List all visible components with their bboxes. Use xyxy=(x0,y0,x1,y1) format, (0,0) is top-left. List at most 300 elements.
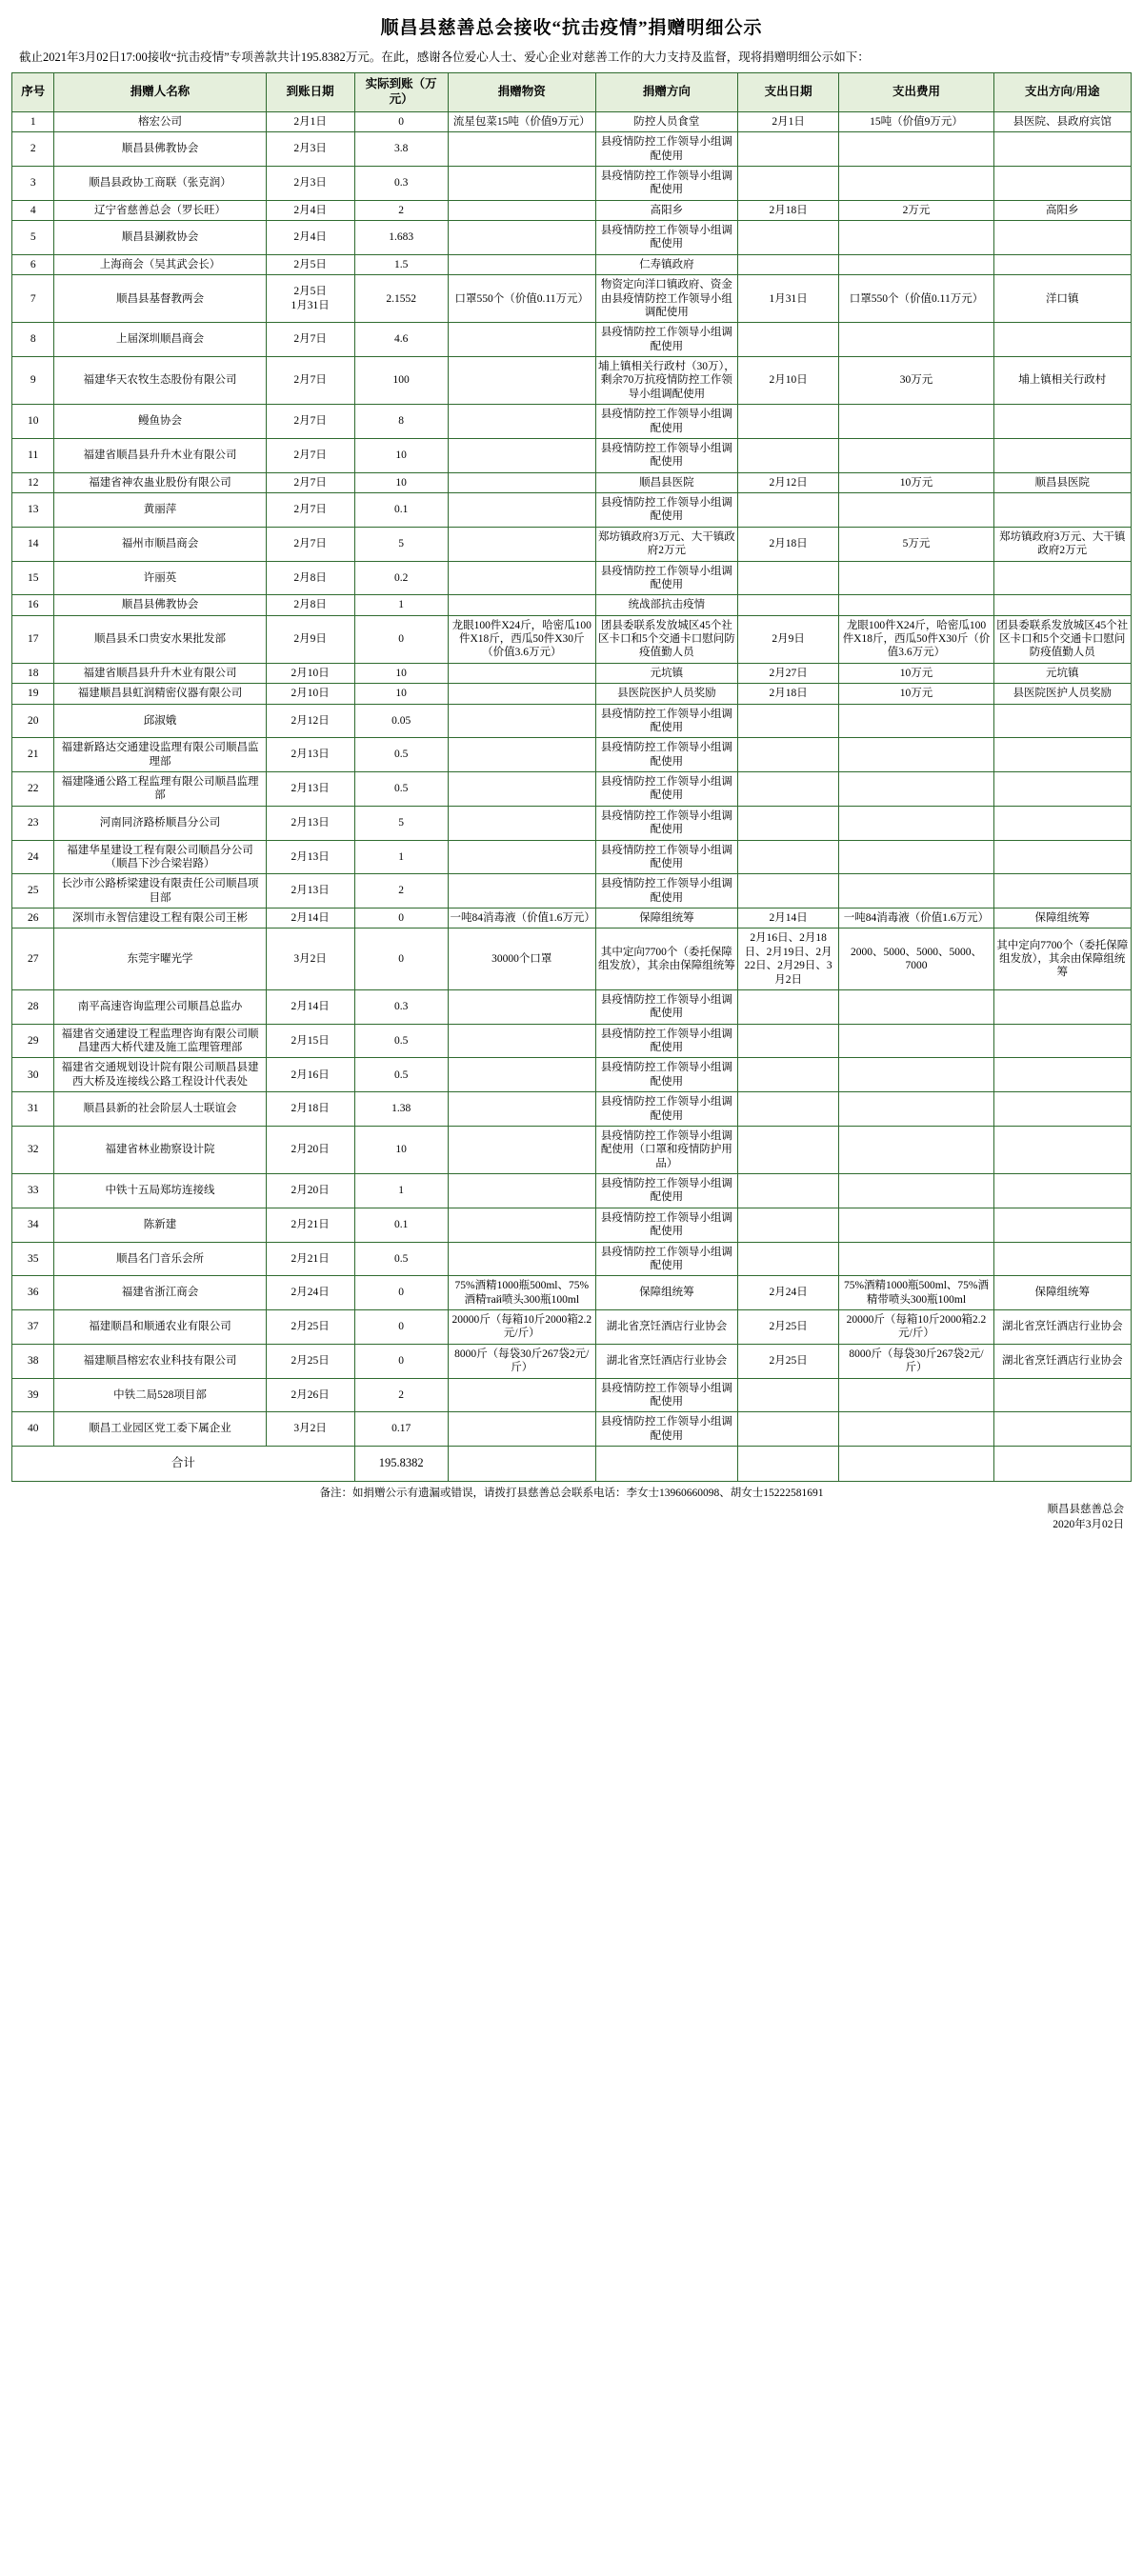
table-row xyxy=(12,200,1132,220)
cell-pay-direction: 保障组统筹 xyxy=(993,909,1131,929)
cell-pay-date: 2月9日 xyxy=(737,615,839,663)
cell-direction: 县疫情防控工作领导小组调配使用 xyxy=(596,1208,738,1242)
cell-index: 9 xyxy=(12,357,54,405)
cell-index: 22 xyxy=(12,772,54,807)
cell-index: 17 xyxy=(12,615,54,663)
cell-direction: 防控人员食堂 xyxy=(596,111,738,131)
cell-date: 3月2日 xyxy=(266,929,354,990)
cell-pay-direction xyxy=(993,1174,1131,1208)
table-row xyxy=(12,1412,1132,1447)
cell-direction: 仁寿镇政府 xyxy=(596,254,738,274)
cell-goods: 75%酒精1000瓶500ml、75%酒精тай喷头300瓶100ml xyxy=(448,1276,595,1310)
cell-date: 2月14日 xyxy=(266,989,354,1024)
cell-donor: 东莞宇曜光学 xyxy=(54,929,266,990)
cell-amount: 0 xyxy=(354,1344,448,1378)
cell-pay-date xyxy=(737,989,839,1024)
cell-amount: 10 xyxy=(354,663,448,683)
cell-pay-direction xyxy=(993,254,1131,274)
cell-pay-amount: 30万元 xyxy=(839,357,993,405)
cell-amount: 0.5 xyxy=(354,772,448,807)
table-row xyxy=(12,221,1132,255)
table-row xyxy=(12,1276,1132,1310)
cell-index: 30 xyxy=(12,1058,54,1092)
cell-index: 40 xyxy=(12,1412,54,1447)
cell-direction: 县疫情防控工作领导小组调配使用 xyxy=(596,221,738,255)
cell-date: 2月10日 xyxy=(266,663,354,683)
table-row xyxy=(12,1378,1132,1412)
footer-org: 顺昌县慈善总会 xyxy=(1047,1503,1124,1515)
cell-pay-date xyxy=(737,254,839,274)
cell-pay-amount xyxy=(839,323,993,357)
cell-donor: 辽宁省慈善总会（罗长旺） xyxy=(54,200,266,220)
cell-amount: 1.38 xyxy=(354,1092,448,1127)
cell-date: 2月1日 xyxy=(266,111,354,131)
cell-donor: 长沙市公路桥梁建设有限责任公司顺昌项目部 xyxy=(54,874,266,909)
cell-amount: 0.3 xyxy=(354,989,448,1024)
cell-pay-date: 1月31日 xyxy=(737,275,839,323)
cell-goods: 8000斤（每袋30斤267袋2元/斤） xyxy=(448,1344,595,1378)
cell-pay-direction: 团县委联系发放城区45个社区卡口和5个交通卡口慰问防疫值勤人员 xyxy=(993,615,1131,663)
cell-donor: 福建省浙江商会 xyxy=(54,1276,266,1310)
table-row xyxy=(12,909,1132,929)
cell-index: 7 xyxy=(12,275,54,323)
column-header-index: 序号 xyxy=(12,72,54,111)
cell-index: 2 xyxy=(12,132,54,167)
table-row xyxy=(12,472,1132,492)
cell-pay-direction: 县医院、县政府宾馆 xyxy=(993,111,1131,131)
cell-pay-direction: 高阳乡 xyxy=(993,200,1131,220)
cell-amount: 1.683 xyxy=(354,221,448,255)
table-row xyxy=(12,357,1132,405)
cell-direction: 保障组统筹 xyxy=(596,1276,738,1310)
cell-index: 33 xyxy=(12,1174,54,1208)
cell-pay-amount xyxy=(839,1242,993,1276)
cell-donor: 福建省顺昌县升升木业有限公司 xyxy=(54,438,266,472)
table-row xyxy=(12,595,1132,615)
cell-date: 2月21日 xyxy=(266,1242,354,1276)
cell-pay-date: 2月18日 xyxy=(737,200,839,220)
cell-pay-direction xyxy=(993,1378,1131,1412)
cell-donor: 福建顺昌县虹润精密仪器有限公司 xyxy=(54,684,266,704)
cell-donor: 黄丽萍 xyxy=(54,493,266,528)
cell-goods xyxy=(448,1174,595,1208)
cell-pay-date xyxy=(737,166,839,200)
cell-index: 35 xyxy=(12,1242,54,1276)
cell-amount: 1 xyxy=(354,595,448,615)
cell-direction: 高阳乡 xyxy=(596,200,738,220)
cell-direction: 湖北省烹饪酒店行业协会 xyxy=(596,1310,738,1345)
cell-pay-date xyxy=(737,132,839,167)
cell-date: 2月7日 xyxy=(266,527,354,561)
cell-donor: 顺昌县基督教两会 xyxy=(54,275,266,323)
cell-pay-amount xyxy=(839,1378,993,1412)
cell-donor: 福建顺昌和顺通农业有限公司 xyxy=(54,1310,266,1345)
cell-pay-date xyxy=(737,1208,839,1242)
cell-pay-date xyxy=(737,1378,839,1412)
cell-donor: 顺昌名门音乐会所 xyxy=(54,1242,266,1276)
cell-direction: 县疫情防控工作领导小组调配使用 xyxy=(596,806,738,840)
cell-pay-amount xyxy=(839,704,993,738)
cell-index: 13 xyxy=(12,493,54,528)
intro-paragraph: 截止2021年3月02日17:00接收“抗击疫情”专项善款共计195.8382万元。在此，感谢各位爱心人士、爱心企业对慈善工作的大力支持及监督，现将捐赠明细公示如下： xyxy=(19,50,870,64)
cell-amount: 0.5 xyxy=(354,1242,448,1276)
cell-donor: 福建新路达交通建设监理有限公司顺昌监理部 xyxy=(54,738,266,772)
total-empty-cell xyxy=(596,1447,738,1482)
cell-date: 2月13日 xyxy=(266,840,354,874)
cell-index: 28 xyxy=(12,989,54,1024)
cell-goods xyxy=(448,472,595,492)
cell-goods xyxy=(448,1208,595,1242)
cell-amount: 0.05 xyxy=(354,704,448,738)
cell-pay-amount xyxy=(839,1174,993,1208)
cell-direction: 县疫情防控工作领导小组调配使用（口罩和疫情防护用品） xyxy=(596,1126,738,1173)
cell-goods xyxy=(448,200,595,220)
column-header-donor: 捐赠人名称 xyxy=(54,72,266,111)
cell-pay-direction xyxy=(993,1412,1131,1447)
cell-pay-direction xyxy=(993,132,1131,167)
cell-goods xyxy=(448,738,595,772)
cell-index: 16 xyxy=(12,595,54,615)
cell-direction: 物资定向洋口镇政府、资金由县疫情防控工作领导小组调配使用 xyxy=(596,275,738,323)
table-row xyxy=(12,874,1132,909)
cell-donor: 榕宏公司 xyxy=(54,111,266,131)
cell-date: 2月8日 xyxy=(266,561,354,595)
cell-goods: 口罩550个（价值0.11万元） xyxy=(448,275,595,323)
cell-donor: 顺昌县禾口贵安水果批发部 xyxy=(54,615,266,663)
table-row xyxy=(12,684,1132,704)
cell-date: 2月12日 xyxy=(266,704,354,738)
cell-date: 2月25日 xyxy=(266,1344,354,1378)
cell-direction: 县疫情防控工作领导小组调配使用 xyxy=(596,1412,738,1447)
cell-pay-date: 2月24日 xyxy=(737,1276,839,1310)
cell-donor: 福建顺昌榕宏农业科技有限公司 xyxy=(54,1344,266,1378)
cell-date: 2月10日 xyxy=(266,684,354,704)
cell-date: 3月2日 xyxy=(266,1412,354,1447)
cell-pay-date xyxy=(737,405,839,439)
cell-pay-direction: 顺昌县医院 xyxy=(993,472,1131,492)
table-row xyxy=(12,1208,1132,1242)
cell-amount: 0.5 xyxy=(354,1058,448,1092)
cell-pay-amount xyxy=(839,1092,993,1127)
cell-index: 15 xyxy=(12,561,54,595)
cell-direction: 县疫情防控工作领导小组调配使用 xyxy=(596,166,738,200)
cell-pay-direction: 郑坊镇政府3万元、大干镇政府2万元 xyxy=(993,527,1131,561)
cell-pay-amount xyxy=(839,738,993,772)
cell-pay-date xyxy=(737,1058,839,1092)
cell-index: 3 xyxy=(12,166,54,200)
total-empty-cell xyxy=(448,1447,595,1482)
cell-pay-amount xyxy=(839,772,993,807)
cell-pay-direction xyxy=(993,221,1131,255)
cell-pay-direction: 埔上镇相关行政村 xyxy=(993,357,1131,405)
cell-direction: 县疫情防控工作领导小组调配使用 xyxy=(596,874,738,909)
cell-pay-direction: 元坑镇 xyxy=(993,663,1131,683)
cell-pay-direction xyxy=(993,840,1131,874)
table-row xyxy=(12,772,1132,807)
cell-index: 4 xyxy=(12,200,54,220)
cell-direction: 县疫情防控工作领导小组调配使用 xyxy=(596,493,738,528)
cell-goods xyxy=(448,772,595,807)
cell-pay-amount: 15吨（价值9万元） xyxy=(839,111,993,131)
cell-direction: 县疫情防控工作领导小组调配使用 xyxy=(596,561,738,595)
cell-pay-amount xyxy=(839,405,993,439)
cell-direction: 县疫情防控工作领导小组调配使用 xyxy=(596,132,738,167)
cell-pay-direction xyxy=(993,772,1131,807)
cell-date: 2月8日 xyxy=(266,595,354,615)
cell-direction: 埔上镇相关行政村（30万），剩余70万抗疫情防控工作领导小组调配使用 xyxy=(596,357,738,405)
cell-date: 2月7日 xyxy=(266,493,354,528)
cell-date: 2月13日 xyxy=(266,874,354,909)
cell-donor: 福建省神农蛊业股份有限公司 xyxy=(54,472,266,492)
cell-goods xyxy=(448,684,595,704)
cell-amount: 2 xyxy=(354,200,448,220)
cell-pay-date: 2月27日 xyxy=(737,663,839,683)
cell-pay-direction: 其中定向7700个（委托保障组发放），其余由保障组统筹 xyxy=(993,929,1131,990)
cell-goods: 30000个口罩 xyxy=(448,929,595,990)
cell-pay-amount: 10万元 xyxy=(839,663,993,683)
cell-amount: 5 xyxy=(354,527,448,561)
cell-pay-amount: 龙眼100件X24斤，哈密瓜100件X18斤，西瓜50件X30斤（价值3.6万元） xyxy=(839,615,993,663)
cell-goods xyxy=(448,1126,595,1173)
cell-direction: 县疫情防控工作领导小组调配使用 xyxy=(596,323,738,357)
cell-pay-amount: 2万元 xyxy=(839,200,993,220)
cell-goods xyxy=(448,323,595,357)
cell-amount: 4.6 xyxy=(354,323,448,357)
cell-pay-date xyxy=(737,438,839,472)
cell-pay-date: 2月1日 xyxy=(737,111,839,131)
table-row xyxy=(12,806,1132,840)
cell-direction: 元坑镇 xyxy=(596,663,738,683)
cell-direction: 县疫情防控工作领导小组调配使用 xyxy=(596,704,738,738)
table-body xyxy=(12,111,1132,1481)
cell-goods xyxy=(448,405,595,439)
cell-date: 2月15日 xyxy=(266,1024,354,1058)
cell-goods xyxy=(448,561,595,595)
footer xyxy=(19,1486,1124,1533)
cell-amount: 0.1 xyxy=(354,493,448,528)
table-header-row xyxy=(12,72,1132,111)
cell-index: 29 xyxy=(12,1024,54,1058)
cell-donor: 顺昌县佛教协会 xyxy=(54,132,266,167)
cell-goods xyxy=(448,840,595,874)
table-row xyxy=(12,1242,1132,1276)
cell-index: 31 xyxy=(12,1092,54,1127)
table-row xyxy=(12,615,1132,663)
cell-pay-date xyxy=(737,221,839,255)
cell-pay-direction xyxy=(993,438,1131,472)
cell-pay-amount xyxy=(839,595,993,615)
cell-date: 2月13日 xyxy=(266,738,354,772)
cell-amount: 10 xyxy=(354,472,448,492)
cell-pay-direction: 湖北省烹饪酒店行业协会 xyxy=(993,1310,1131,1345)
cell-date: 2月7日 xyxy=(266,323,354,357)
cell-index: 8 xyxy=(12,323,54,357)
cell-amount: 0.5 xyxy=(354,1024,448,1058)
cell-direction: 顺昌县医院 xyxy=(596,472,738,492)
cell-pay-amount: 10万元 xyxy=(839,684,993,704)
cell-goods xyxy=(448,1412,595,1447)
cell-index: 27 xyxy=(12,929,54,990)
cell-index: 12 xyxy=(12,472,54,492)
cell-pay-date xyxy=(737,323,839,357)
cell-pay-direction xyxy=(993,1126,1131,1173)
cell-direction: 团县委联系发放城区45个社区卡口和5个交通卡口慰问防疫值勤人员 xyxy=(596,615,738,663)
total-label: 合计 xyxy=(12,1447,355,1482)
total-empty-cell xyxy=(839,1447,993,1482)
cell-pay-amount xyxy=(839,840,993,874)
cell-goods xyxy=(448,438,595,472)
table-row xyxy=(12,663,1132,683)
cell-pay-direction xyxy=(993,493,1131,528)
cell-pay-date xyxy=(737,493,839,528)
cell-index: 1 xyxy=(12,111,54,131)
table-row xyxy=(12,840,1132,874)
cell-goods xyxy=(448,527,595,561)
cell-pay-amount xyxy=(839,806,993,840)
cell-pay-direction xyxy=(993,166,1131,200)
footer-date: 2020年3月02日 xyxy=(1053,1519,1124,1531)
total-empty-cell xyxy=(737,1447,839,1482)
cell-index: 24 xyxy=(12,840,54,874)
cell-index: 20 xyxy=(12,704,54,738)
cell-amount: 0 xyxy=(354,1310,448,1345)
cell-pay-direction xyxy=(993,704,1131,738)
cell-index: 19 xyxy=(12,684,54,704)
cell-index: 38 xyxy=(12,1344,54,1378)
cell-index: 37 xyxy=(12,1310,54,1345)
cell-amount: 0.17 xyxy=(354,1412,448,1447)
cell-pay-amount xyxy=(839,1126,993,1173)
cell-goods: 一吨84消毒液（价值1.6万元） xyxy=(448,909,595,929)
cell-pay-direction: 保障组统筹 xyxy=(993,1276,1131,1310)
table-row xyxy=(12,1058,1132,1092)
cell-index: 36 xyxy=(12,1276,54,1310)
cell-index: 14 xyxy=(12,527,54,561)
cell-date: 2月13日 xyxy=(266,772,354,807)
cell-donor: 福建隆通公路工程监理有限公司顺昌监理部 xyxy=(54,772,266,807)
cell-date: 2月5日 xyxy=(266,254,354,274)
cell-donor: 鳗鱼协会 xyxy=(54,405,266,439)
cell-date: 2月7日 xyxy=(266,357,354,405)
cell-donor: 许丽英 xyxy=(54,561,266,595)
cell-index: 26 xyxy=(12,909,54,929)
cell-goods xyxy=(448,806,595,840)
cell-amount: 0 xyxy=(354,929,448,990)
cell-pay-date xyxy=(737,840,839,874)
cell-goods xyxy=(448,1092,595,1127)
cell-date: 2月18日 xyxy=(266,1092,354,1127)
cell-direction: 湖北省烹饪酒店行业协会 xyxy=(596,1344,738,1378)
cell-index: 39 xyxy=(12,1378,54,1412)
cell-pay-date xyxy=(737,1412,839,1447)
table-row xyxy=(12,275,1132,323)
cell-donor: 顺昌县政协工商联（张克润） xyxy=(54,166,266,200)
cell-pay-direction xyxy=(993,561,1131,595)
cell-pay-date xyxy=(737,704,839,738)
cell-goods: 20000斤（每箱10斤2000箱2.2元/斤） xyxy=(448,1310,595,1345)
cell-index: 6 xyxy=(12,254,54,274)
table-row xyxy=(12,738,1132,772)
cell-pay-amount xyxy=(839,1208,993,1242)
cell-amount: 100 xyxy=(354,357,448,405)
cell-donor: 顺昌县涮救协会 xyxy=(54,221,266,255)
cell-pay-date: 2月10日 xyxy=(737,357,839,405)
cell-index: 18 xyxy=(12,663,54,683)
cell-donor: 南平高速咨询监理公司顺昌总监办 xyxy=(54,989,266,1024)
cell-direction: 县疫情防控工作领导小组调配使用 xyxy=(596,438,738,472)
cell-pay-amount xyxy=(839,132,993,167)
cell-date: 2月9日 xyxy=(266,615,354,663)
cell-goods xyxy=(448,254,595,274)
table-row xyxy=(12,929,1132,990)
table-row xyxy=(12,1024,1132,1058)
cell-date: 2月3日 xyxy=(266,132,354,167)
table-row xyxy=(12,166,1132,200)
cell-date: 2月16日 xyxy=(266,1058,354,1092)
cell-direction: 县疫情防控工作领导小组调配使用 xyxy=(596,405,738,439)
cell-date: 2月7日 xyxy=(266,405,354,439)
cell-donor: 福建华星建设工程有限公司顺昌分公司（顺昌下沙合梁岩路） xyxy=(54,840,266,874)
cell-pay-direction xyxy=(993,595,1131,615)
cell-pay-direction xyxy=(993,1092,1131,1127)
cell-donor: 顺昌县佛教协会 xyxy=(54,595,266,615)
table-header xyxy=(12,72,1132,111)
cell-pay-amount: 一吨84消毒液（价值1.6万元） xyxy=(839,909,993,929)
cell-direction: 县疫情防控工作领导小组调配使用 xyxy=(596,738,738,772)
cell-pay-date xyxy=(737,595,839,615)
cell-amount: 0.3 xyxy=(354,166,448,200)
cell-pay-date xyxy=(737,1174,839,1208)
cell-amount: 0.2 xyxy=(354,561,448,595)
cell-pay-amount: 2000、5000、5000、5000、7000 xyxy=(839,929,993,990)
column-header-goods: 捐赠物资 xyxy=(448,72,595,111)
cell-pay-amount: 5万元 xyxy=(839,527,993,561)
cell-goods xyxy=(448,989,595,1024)
cell-index: 23 xyxy=(12,806,54,840)
cell-goods xyxy=(448,493,595,528)
cell-pay-date: 2月18日 xyxy=(737,684,839,704)
cell-pay-direction: 县医院医护人员奖励 xyxy=(993,684,1131,704)
total-empty-cell xyxy=(993,1447,1131,1482)
table-row xyxy=(12,1126,1132,1173)
table-row xyxy=(12,132,1132,167)
cell-direction: 保障组统筹 xyxy=(596,909,738,929)
cell-goods xyxy=(448,1058,595,1092)
cell-date: 2月5日 1月31日 xyxy=(266,275,354,323)
cell-pay-date xyxy=(737,1024,839,1058)
cell-pay-amount xyxy=(839,438,993,472)
cell-date: 2月24日 xyxy=(266,1276,354,1310)
cell-pay-amount: 20000斤（每箱10斤2000箱2.2元/斤） xyxy=(839,1310,993,1345)
cell-pay-amount: 8000斤（每袋30斤267袋2元/斤） xyxy=(839,1344,993,1378)
cell-pay-amount xyxy=(839,989,993,1024)
table-row xyxy=(12,1092,1132,1127)
column-header-amount: 实际到账（万元） xyxy=(354,72,448,111)
cell-pay-date xyxy=(737,874,839,909)
cell-pay-date xyxy=(737,772,839,807)
cell-date: 2月20日 xyxy=(266,1126,354,1173)
cell-pay-date xyxy=(737,738,839,772)
column-header-pay-direction: 支出方向/用途 xyxy=(993,72,1131,111)
cell-index: 34 xyxy=(12,1208,54,1242)
cell-donor: 上海商会（吴其武会长） xyxy=(54,254,266,274)
donation-table xyxy=(11,72,1132,1482)
cell-pay-amount: 口罩550个（价值0.11万元） xyxy=(839,275,993,323)
footer-note: 备注：如捐赠公示有遗漏或错误，请拨打县慈善总会联系电话：李女士13960660098、胡女士15222581691 xyxy=(319,1488,824,1499)
cell-pay-direction xyxy=(993,738,1131,772)
table-row xyxy=(12,1310,1132,1345)
cell-date: 2月13日 xyxy=(266,806,354,840)
